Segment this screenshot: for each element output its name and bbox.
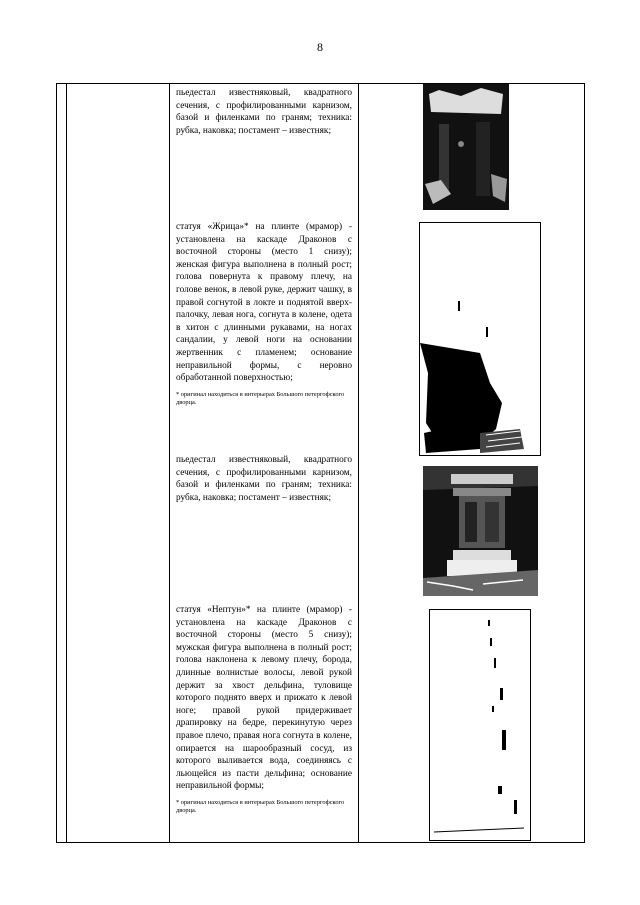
entry-description-4 — [176, 604, 352, 815]
pedestal-photo-3 — [423, 466, 538, 596]
column-divider — [66, 84, 67, 842]
entry-note: * оригинал находиться в интерьерах Большого петергофского дворца. — [176, 390, 345, 406]
column-divider — [169, 84, 170, 842]
statue-photo-2 — [419, 222, 541, 456]
entry-text: пьедестал известняковый, квадратного сечения, с профилированными карнизом, базой и филенками по граням; техника: рубка, наковка; постамент – известняк; — [176, 88, 352, 136]
entry-description-1 — [176, 87, 352, 137]
entry-description-2 — [176, 221, 352, 407]
page-number: 8 — [317, 40, 323, 54]
column-divider — [358, 84, 359, 842]
entry-description-3 — [176, 454, 352, 504]
entry-text: пьедестал известняковый, квадратного сечения, с профилированными карнизом, базой и филенками по граням; техника: рубка, наковка; постамент – известняк; — [176, 455, 352, 503]
statue-photo-4 — [429, 609, 531, 841]
entry-text: статуя «Нептун»* на плинте (мрамор) - установлена на каскаде Драконов с восточной стороны (место 5 снизу); мужская фигура выполнена в полный рост; голова наклонена к левому плечу, борода, длинные волнистые волосы, левой рукой держит за хвост дельфина, туловище которого поднято вверх и прижато к левой ноге; правой рукой придерживает драпировку на бедре, перекинутую через правое плечо, правая нога согнута в колене, опирается на шарообразный сосуд, из которого выливается вода, соединяясь с льющейся из пасти дельфина; основание неправильной формы; — [176, 605, 352, 792]
entry-text: статуя «Жрица»* на плинте (мрамор) - установлена на каскаде Драконов с восточной стороны (место 1 снизу); женская фигура выполнена в полный рост; голова повернута к правому плечу, на голове венок, в левой руке, держит чашку, в правой согнутой в локте и поднятой вверх-палочку, левая нога, согнута в колене, одета в хитон с длинными рукавами, на ногах сандалии, у левой ноги на основании жертвенник с пламенем; основание неправильной формы, с неровно обработанной поверхностью; — [176, 222, 352, 384]
inventory-table — [56, 83, 585, 843]
entry-note: * оригинал находиться в интерьерах Большого петергофского дворца. — [176, 798, 345, 815]
pedestal-photo-1 — [421, 84, 511, 212]
